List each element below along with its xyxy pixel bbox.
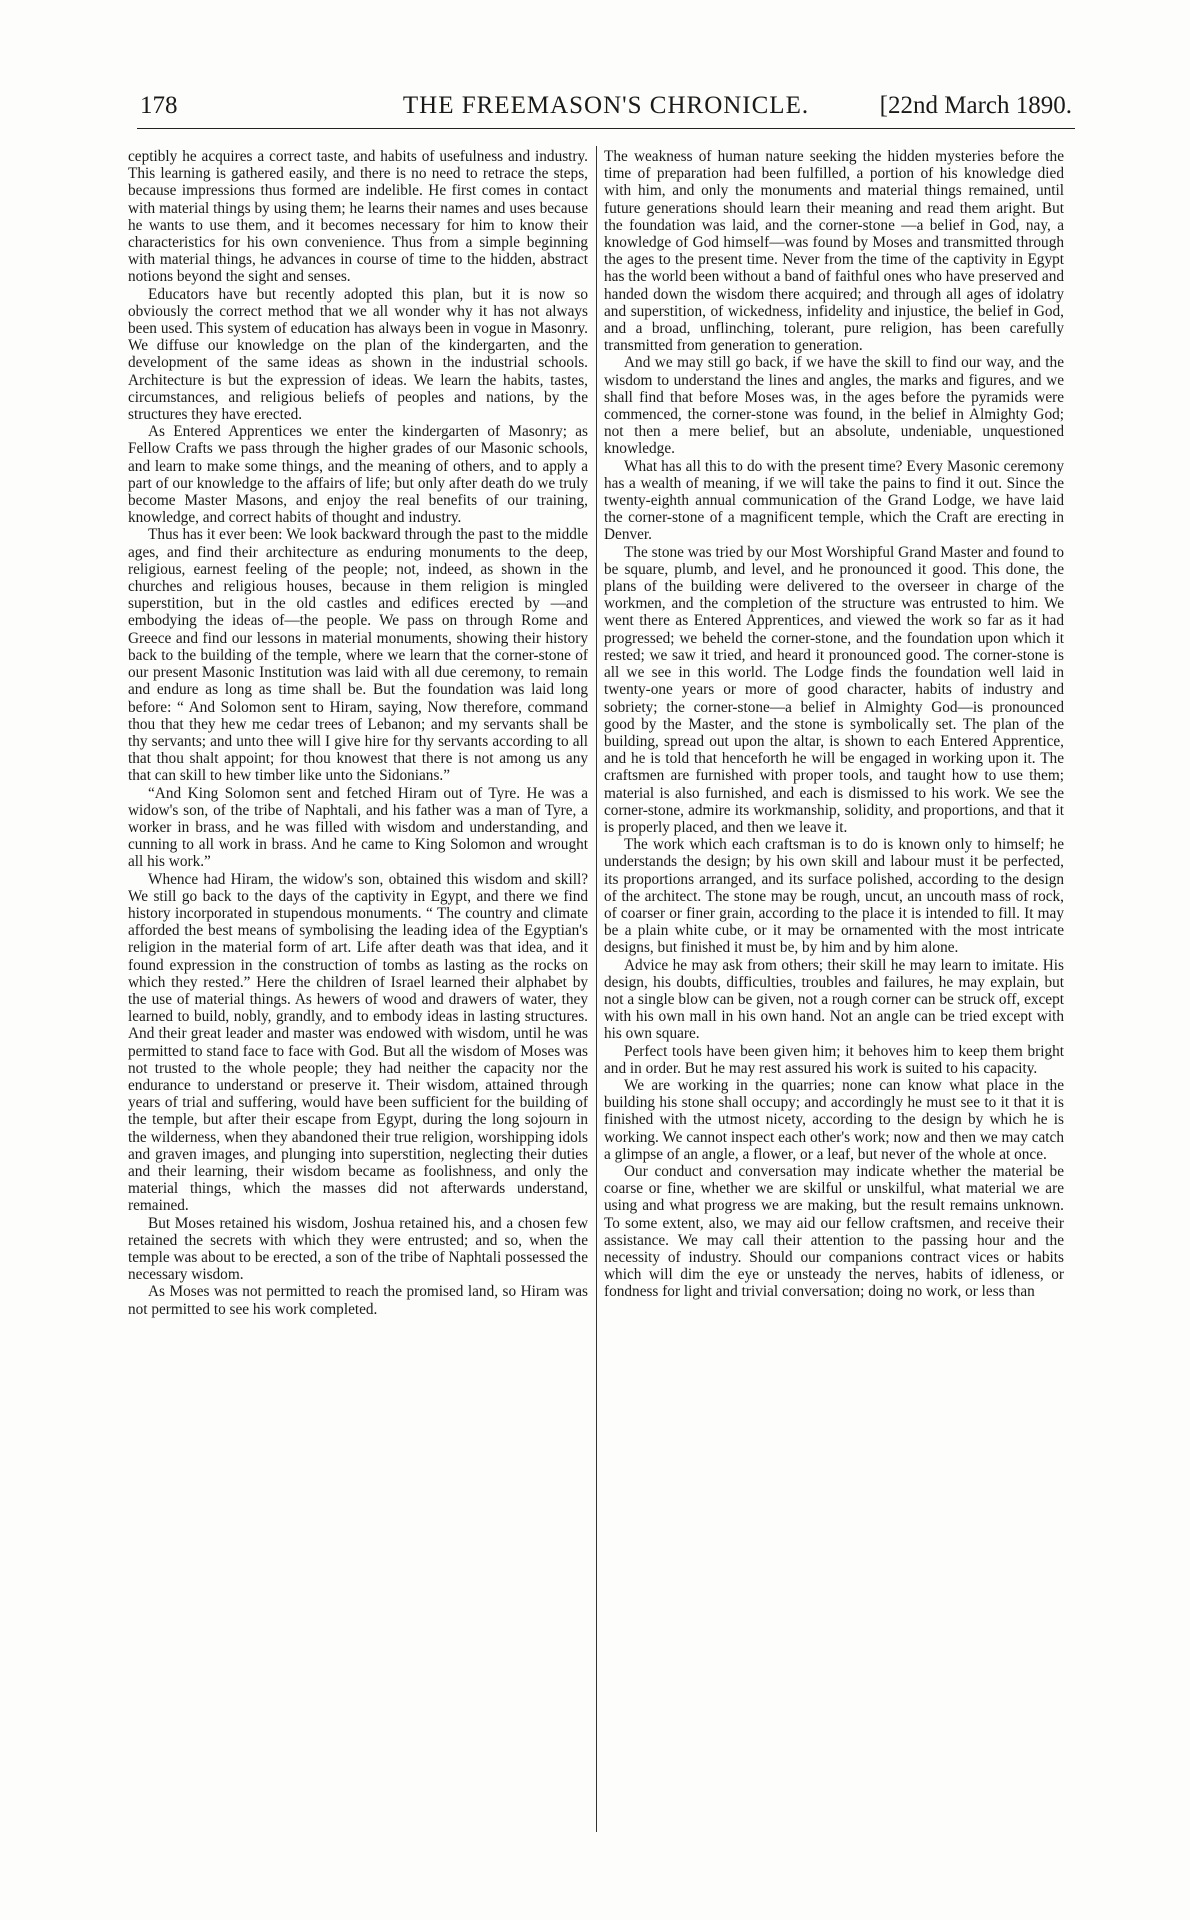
paragraph: And we may still go back, if we have the skill to find our way, and the wisdom to understand the lines and angles, the marks and figures, and we shall find that before Moses was, in the ages before the pyramids were commenced, the corner-stone was found, in the belief in Almighty God; not then a mere belief, but an absolute, undeniable, unquestioned knowledge. xyxy=(604,354,1064,458)
left-column xyxy=(128,148,588,1828)
paragraph: Educators have but recently adopted this plan, but it is now so obviously the correct method that we all wonder why it has not always been used. This system of education has always been in vogue in Masonry. We diffuse our knowledge on the plan of the kindergarten, and the development of the same ideas as shown in the industrial schools. Architecture is but the expression of ideas. We learn the habits, tastes, circumstances, and religious beliefs of peoples and nations, by the structures they have erected. xyxy=(128,285,588,424)
paragraph: As Entered Apprentices we enter the kindergarten of Masonry; as Fellow Crafts we pass through the higher grades of our Masonic schools, and learn to make some things, and the meaning of others, and to apply a part of our knowledge to the affairs of life; but only after death do we truly become Master Masons, and enjoy the real benefits of our training, knowledge, and correct habits of thought and industry. xyxy=(128,423,588,527)
issue-date: [22nd March 1890. xyxy=(879,92,1072,119)
paragraph: Perfect tools have been given him; it behoves him to keep them bright and in order. But he may rest assured his work is suited to his capacity. xyxy=(604,1042,1064,1077)
column-divider xyxy=(596,146,597,1832)
publication-title: THE FREEMASON'S CHRONICLE. xyxy=(402,92,810,119)
right-column xyxy=(604,148,1064,1828)
page-number: 178 xyxy=(140,92,178,119)
paragraph: The weakness of human nature seeking the hidden mysteries before the time of preparation had been fulfilled, a portion of his knowledge died with him, and only the monuments and material things remained, until future generations should learn their meaning and read them aright. But the foundation was laid, and the corner-stone —a belief in God, nay, a knowledge of God himself—was found by Moses and transmitted through the ages to the present time. Never from the time of the captivity in Egypt has the world been without a band of faithful ones who have preserved and handed down the wisdom there acquired; and through all ages of idolatry and superstition, of wickedness, infidelity and injustice, the belief in God, and a broad, unflinching, tolerant, pure religion, has been carefully transmitted from generation to generation. xyxy=(604,148,1064,355)
paragraph: ceptibly he acquires a correct taste, and habits of usefulness and industry. This learning is gathered easily, and there is no need to retrace the steps, because impressions thus formed are indelible. He first comes in contact with material things by using them; he learns their names and uses because he wants to use them, and it becomes necessary for him to know their characteristics for his own convenience. Thus from a simple beginning with material things, he advances in course of time to the hidden, abstract notions beyond the sight and senses. xyxy=(128,148,588,286)
paragraph: But Moses retained his wisdom, Joshua retained his, and a chosen few retained the secrets with which they were entrusted; and so, when the temple was about to be erected, a son of the tribe of Naphtali possessed the necessary wisdom. xyxy=(128,1214,588,1284)
paragraph: The work which each craftsman is to do is known only to himself; he understands the design; by his own skill and labour must it be perfected, its proportions arranged, and its surface polished, according to the design of the architect. The stone may be rough, uncut, an uncouth mass of rock, of coarser or finer grain, according to the place it is intended to fill. It may be a plain white cube, or it may be ornamented with the most intricate designs, but finished it must be, by him and by him alone. xyxy=(604,836,1064,957)
paragraph: What has all this to do with the present time? Every Masonic ceremony has a wealth of meaning, if we will take the pains to find it out. Since the twenty-eighth annual communication of the Grand Lodge, we have laid the corner-stone of a magnificent temple, which the Craft are erecting in Denver. xyxy=(604,457,1064,544)
paragraph: The stone was tried by our Most Worshipful Grand Master and found to be square, plumb, and level, and he pronounced it good. This done, the plans of the building were delivered to the overseer in charge of the workmen, and the completion of the structure was entrusted to him. We went there as Entered Apprentices, and viewed the work so far as it had progressed; we beheld the corner-stone, and the foundation upon which it rested; we saw it tried, and heard it pronounced good. The corner-stone is all we see in this world. The Lodge finds the foundation well laid in twenty-one years or more of good character, habits of industry and sobriety; the corner-stone—a belief in Almighty God—is pronounced good by the Master, and the stone is symbolically set. The plan of the building, spread out upon the altar, is shown to each Entered Apprentice, and he is told that henceforth he will be engaged in working upon it. The craftsmen are furnished with proper tools, and taught how to use them; material is also furnished, and each is dismissed to his work. We see the corner-stone, admire its workmanship, solidity, and proportions, and that it is properly placed, and then we leave it. xyxy=(604,543,1064,836)
header-rule xyxy=(137,128,1075,129)
paragraph: We are working in the quarries; none can know what place in the building his stone shall occupy; and accordingly he must see to it that it is finished with the utmost nicety, according to the design by which he is working. We cannot inspect each other's work; now and then we may catch a glimpse of an angle, a flower, or a leaf, but never of the whole at once. xyxy=(604,1076,1064,1163)
paragraph: “And King Solomon sent and fetched Hiram out of Tyre. He was a widow's son, of the tribe of Naphtali, and his father was a man of Tyre, a worker in brass, and he was filled with wisdom and understanding, and cunning to all work in brass. And he came to King Solomon and wrought all his work.” xyxy=(128,784,588,871)
paragraph: Whence had Hiram, the widow's son, obtained this wisdom and skill? We still go back to the days of the captivity in Egypt, and there we find history incorporated in stupendous monuments. “ The country and climate afforded the best means of symbolising the leading idea of the Egyptian's religion in the material form of art. Life after death was that idea, and it found expression in the construction of tombs as lasting as the rocks on which they rested.” Here the children of Israel learned their alphabet by the use of material things. As hewers of wood and drawers of water, they learned to build, nobly, grandly, and to embody ideas in lasting structures. And their great leader and master was endowed with wisdom, until he was permitted to stand face to face with God. But all the wisdom of Moses was not trusted to the whole people; they had neither the capacity nor the endurance to understand or preserve it. Their wisdom, attained through years of trial and suffering, would have been sufficient for the building of the temple, but after their escape from Egypt, during the long sojourn in the wilderness, when they abandoned their true religion, worshipping idols and graven images, and plunging into superstition, neglecting their duties and their learning, their wisdom became as foolishness, and only the material things, which the masses did not afterwards understand, remained. xyxy=(128,870,588,1215)
paragraph: As Moses was not permitted to reach the promised land, so Hiram was not permitted to see his work completed. xyxy=(128,1283,588,1318)
paragraph: Advice he may ask from others; their skill he may learn to imitate. His design, his doubts, difficulties, troubles and failures, he may explain, but not a single blow can be given, not a rough corner can be struck off, except with his own mall in his own hand. Not an angle can be tried except with his own square. xyxy=(604,956,1064,1043)
paragraph: Our conduct and conversation may indicate whether the material be coarse or fine, whether we are skilful or unskilful, what material we are using and what progress we are making, but the result remains unknown. To some extent, also, we may aid our fellow craftsmen, and receive their assistance. We may call their attention to the passing hour and the necessity of industry. Should our companions contract vices or habits which will dim the eye or unsteady the nerves, habits of idleness, or fondness for light and trivial conversation; doing no work, or less than xyxy=(604,1162,1064,1301)
page-header xyxy=(140,92,1072,126)
paragraph: Thus has it ever been: We look backward through the past to the middle ages, and find their architecture as enduring monuments to the deep, religious, earnest feeling of the people; not, indeed, as shown in the churches and religious houses, because in them religion is mingled superstition, but in the old castles and edifices erected by —and embodying the ideas of—the people. We pass on through Rome and Greece and find our lessons in material monuments, showing their history back to the building of the temple, where we learn that the corner-stone of our present Masonic Institution was laid with all due ceremony, to remain and endure as long as time shall be. But the foundation was laid long before: “ And Solomon sent to Hiram, saying, Now therefore, command thou that they hew me cedar trees of Lebanon; and my servants shall be thy servants; and unto thee will I give hire for thy servants according to all that thou shalt appoint; for thou knowest that there is not among us any that can skill to hew timber like unto the Sidonians.” xyxy=(128,526,588,785)
